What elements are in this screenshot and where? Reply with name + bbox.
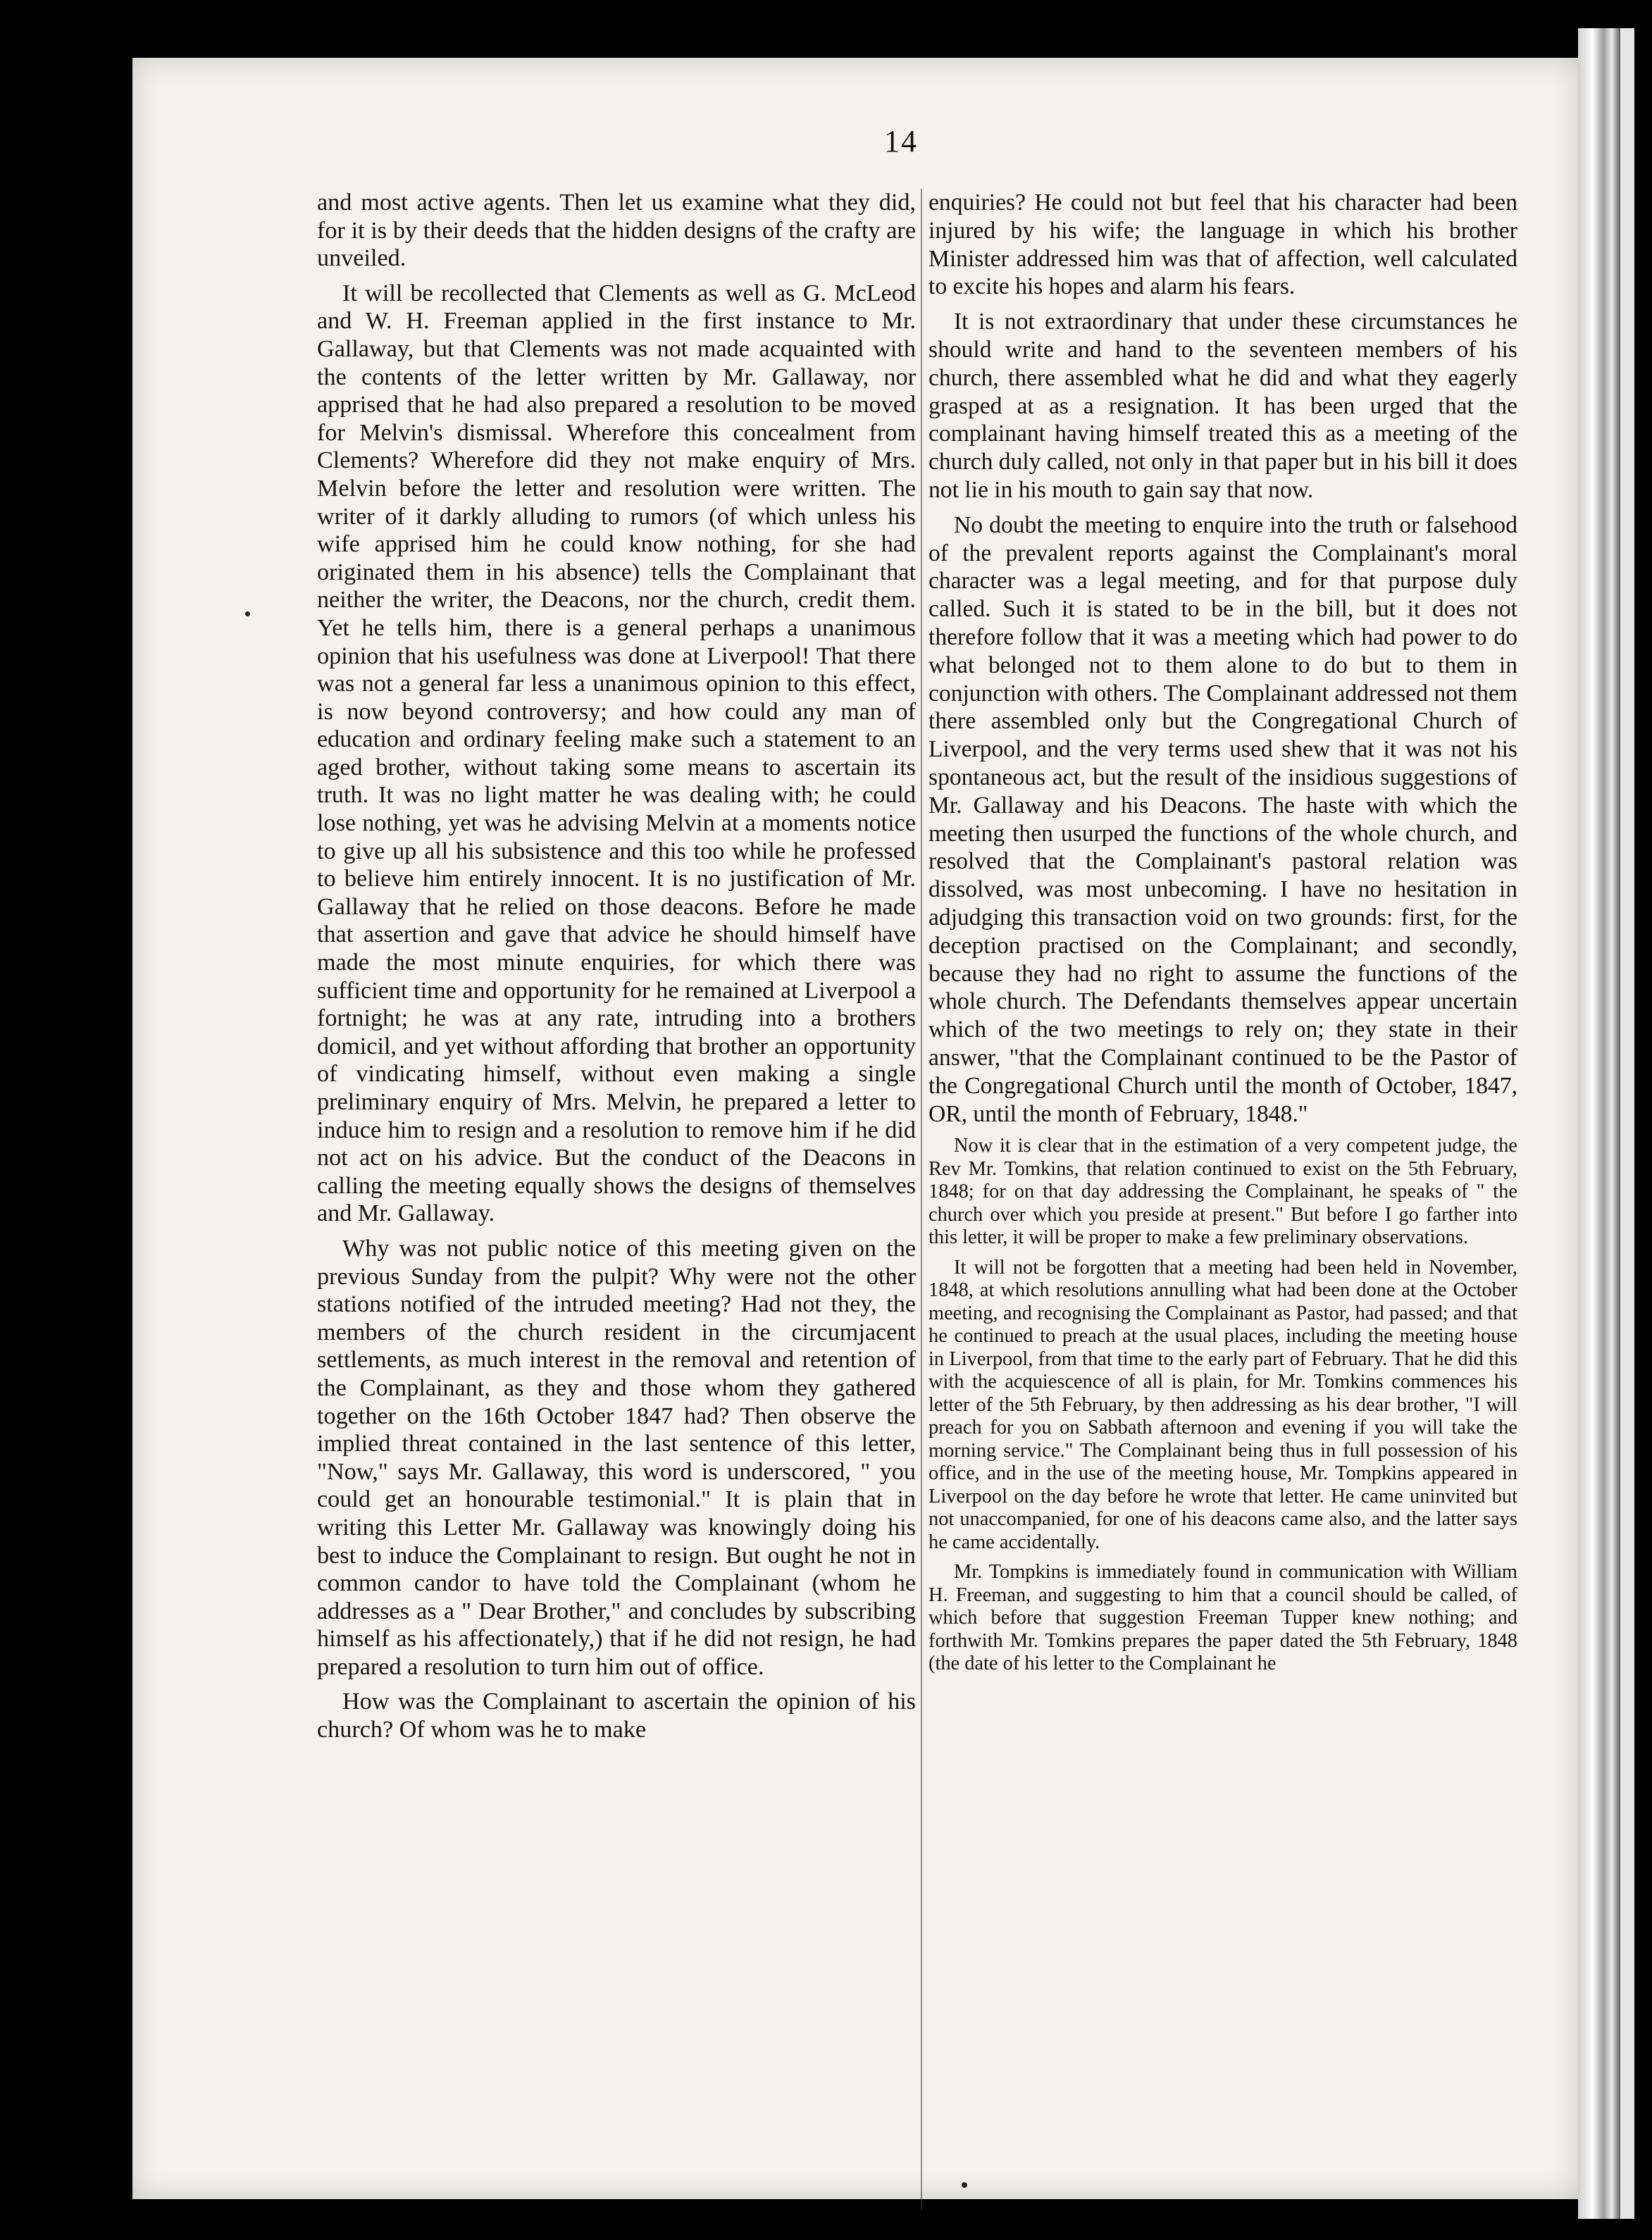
column-divider: [921, 189, 922, 2210]
left-column: [317, 189, 916, 1744]
ink-speck: [962, 2182, 967, 2188]
right-paragraph-6: Mr. Tompkins is immediately found in communication with William H. Freeman, and suggesting to him that a council should be called, of which before that suggestion Freeman Tupper knew nothing; and forthwith Mr. Tomkins prepares the paper dated the 5th February, 1848 (the date of his letter to the Complainant he: [929, 1561, 1517, 1675]
page-number: 14: [884, 124, 918, 158]
right-paragraph-3: No doubt the meeting to enquire into the truth or falsehood of the prevalent reports against the Complainant's moral character was a legal meeting, and for that purpose duly called. Such it is stated to be in the bill, but it does not therefore follow that it was a meeting which had power to do what belonged not to them alone to do but to them in conjunction with others. The Complainant addressed not them there assembled only but the Congregational Church of Liverpool, and the very terms used shew that it was not his spontaneous act, but the result of the insidious suggestions of Mr. Gallaway and his Deacons. The haste with which the meeting then usurped the functions of the whole church, and resolved that the Complainant's pastoral relation was dissolved, was most unbecoming. I have no hesitation in adjudging this transaction void on two grounds: first, for the deception practised on the Complainant; and secondly, because they had no right to assume the functions of the whole church. The Defendants themselves appear uncertain which of the two meetings to rely on; they state in their answer, "that the Complainant continued to be the Pastor of the Congregational Church until the month of October, 1847, OR, until the month of February, 1848.": [929, 511, 1517, 1127]
adjacent-page-edge: [1578, 28, 1620, 2219]
right-paragraph-1: enquiries? He could not but feel that his character had been injured by his wife; the language in which his brother Minister addressed him was that of affection, well calculated to excite his hopes and alarm his fears.: [929, 189, 1517, 300]
left-paragraph-4: How was the Complainant to ascertain the opinion of his church? Of whom was he to make: [317, 1688, 916, 1743]
right-paragraph-2: It is not extraordinary that under these circumstances he should write and hand to the seventeen members of his church, there assembled what he did and what they eagerly grasped at as a resignation. It has been urged that the complainant having himself treated this as a meeting of the church duly called, not only in that paper but in his bill it does not lie in his mouth to gain say that now.: [929, 309, 1517, 503]
adjacent-page-edge-outer: [1620, 28, 1634, 2219]
right-column: [929, 189, 1517, 1676]
right-paragraph-4: Now it is clear that in the estimation of a very competent judge, the Rev Mr. Tomkins, that relation continued to exist on the 5th February, 1848; for on that day addressing the Complainant, he speaks of " the church over which you preside at present." But before I go farther into this letter, it will be proper to make a few preliminary observations.: [929, 1135, 1517, 1249]
ink-speck: [245, 611, 250, 616]
right-paragraph-5: It will not be forgotten that a meeting had been held in November, 1848, at which resolutions annulling what had been done at the October meeting, and recognising the Complainant as Pastor, had passed; and that he continued to preach at the usual places, including the meeting house in Liverpool, from that time to the early part of February. That he did this with the acquiescence of all is plain, for Mr. Tomkins commences his letter of the 5th February, by then addressing as his dear brother, "I will preach for you on Sabbath afternoon and evening if you will take the morning service." The Complainant being thus in full possession of his office, and in the use of the meeting house, Mr. Tompkins appeared in Liverpool on the day before he wrote that letter. He came uninvited but not unaccompanied, for one of his deacons came also, and the latter says he came accidentally.: [929, 1256, 1517, 1553]
left-paragraph-3: Why was not public notice of this meeting given on the previous Sunday from the pulpit? Why were not the other stations notified of the intruded meeting? Had not they, the members of the church resident in the circumjacent settlements, as much interest in the removal and retention of the Complainant, as they and those whom they gathered together on the 16th October 1847 had? Then observe the implied threat contained in the last sentence of this letter, "Now," says Mr. Gallaway, this word is underscored, " you could get an honourable testimonial." It is plain that in writing this Letter Mr. Gallaway was knowingly doing his best to induce the Complainant to resign. But ought he not in common candor to have told the Complainant (whom he addresses as a " Dear Brother," and concludes by subscribing himself as his affectionately,) that if he did not resign, he had prepared a resolution to turn him out of office.: [317, 1235, 916, 1680]
left-paragraph-2: It will be recollected that Clements as well as G. McLeod and W. H. Freeman applied in the first instance to Mr. Gallaway, but that Clements was not made acquainted with the contents of the letter written by Mr. Gallaway, nor apprised that he had also prepared a resolution to be moved for Melvin's dismissal. Wherefore this concealment from Clements? Wherefore did they not make enquiry of Mrs. Melvin before the letter and resolution were written. The writer of it darkly alluding to rumors (of which unless his wife apprised him he could know nothing, for she had originated them in his absence) tells the Complainant that neither the writer, the Deacons, nor the church, credit them. Yet he tells him, there is a general perhaps a unanimous opinion that his usefulness was done at Liverpool! That there was not a general far less a unanimous opinion to this effect, is now beyond controversy; and how could any man of education and ordinary feeling make such a statement to an aged brother, without taking some means to ascertain its truth. It was no light matter he was dealing with; he could lose nothing, yet was he advising Melvin at a moments notice to give up all his subsistence and this too while he professed to believe him entirely innocent. It is no justification of Mr. Gallaway that he relied on those deacons. Before he made that assertion and gave that advice he should himself have made the most minute enquiries, for which there was sufficient time and opportunity for he remained at Liverpool a fortnight; he was at any rate, intruding into a brothers domicil, and yet without affording that brother an opportunity of vindicating himself, without even making a single preliminary enquiry of Mrs. Melvin, he prepared a letter to induce him to resign and a resolution to remove him if he did not act on his advice. But the conduct of the Deacons in calling the meeting equally shows the designs of themselves and Mr. Gallaway.: [317, 280, 916, 1227]
left-paragraph-1: and most active agents. Then let us examine what they did, for it is by their deeds that the hidden designs of the crafty are unveiled.: [317, 189, 916, 272]
